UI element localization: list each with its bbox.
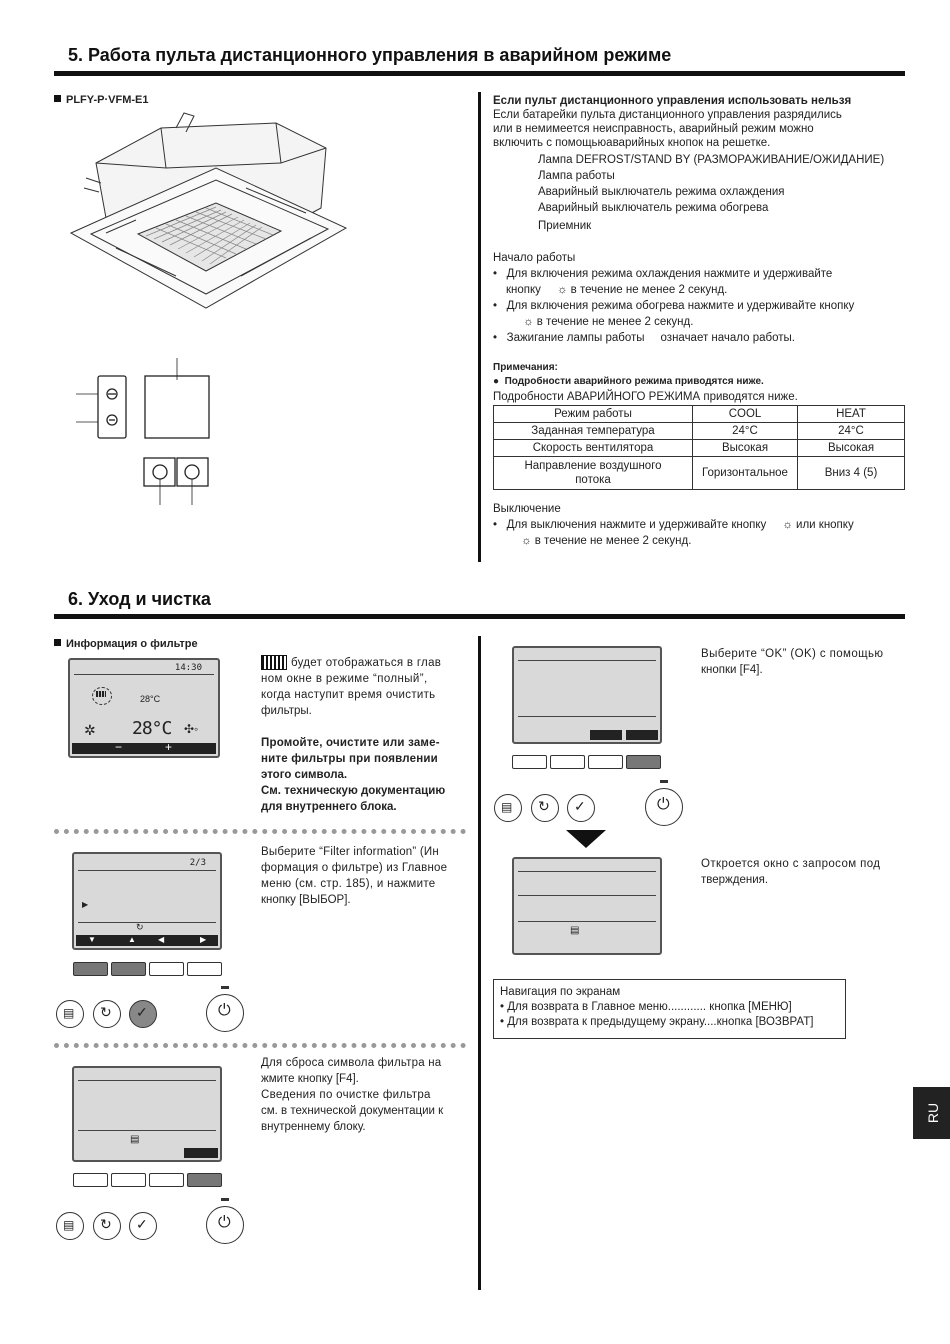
p1-bold-2: ните фильтры при появлении <box>261 753 438 765</box>
section5-rule <box>54 71 905 76</box>
fan-icon: ✣◦ <box>184 722 199 736</box>
lcd-setpoint: 28°C <box>140 694 161 704</box>
emergency-line-2: или в немимеется неисправность, аварийный режим можно <box>493 123 814 135</box>
cassette-unit-illustration <box>66 108 356 340</box>
power-lamp <box>221 986 229 989</box>
table-header-cell: COOL <box>693 406 798 423</box>
up-arrow-icon: ▲ <box>128 935 136 944</box>
f4-button[interactable] <box>187 1173 222 1187</box>
minus-key: − <box>115 740 123 754</box>
menu-button[interactable] <box>56 1000 84 1028</box>
language-tab: RU <box>913 1087 950 1139</box>
table-row <box>494 440 905 457</box>
p3-line-5: внутреннему блоку. <box>261 1121 366 1133</box>
f3-button[interactable] <box>588 755 623 769</box>
emergency-line-3: включить с помощьюаварийных кнопок на решетке. <box>493 137 771 149</box>
section6-title: 6. Уход и чистка <box>68 589 211 609</box>
plus-key: + <box>165 740 173 754</box>
dotted-separator <box>54 829 466 834</box>
table-row <box>494 423 905 440</box>
f4-button[interactable] <box>187 962 222 976</box>
select-button[interactable] <box>567 794 595 822</box>
bullet-square <box>54 95 61 102</box>
filter-icon <box>96 691 106 697</box>
sun-icon: ☼ <box>523 316 534 328</box>
sun-icon: ☼ <box>521 535 532 547</box>
bullet-square <box>54 639 61 646</box>
power-button[interactable] <box>645 788 683 826</box>
return-icon: ↻ <box>136 922 144 932</box>
p4-line-1: Выберите “OK” (OK) с помощью <box>701 648 884 660</box>
lcd-page-number: 2/3 <box>189 858 206 868</box>
f2-button[interactable] <box>111 962 146 976</box>
section6-divider <box>478 636 481 1290</box>
lcd-time: 14:30 <box>174 663 202 673</box>
lcd-menu-screen <box>72 852 222 950</box>
menu-button[interactable] <box>494 794 522 822</box>
menu-button[interactable] <box>56 1212 84 1240</box>
menu-icon: ▤ <box>501 800 513 814</box>
p3-line-2: жмите кнопку [F4]. <box>261 1073 359 1085</box>
right-arrow-icon: ▶ <box>200 935 207 944</box>
power-lamp <box>660 780 668 783</box>
sun-icon: ☼ <box>556 284 568 296</box>
lcd-f3-key <box>590 730 622 740</box>
p1-bold-4: См. техническую документацию <box>261 785 446 797</box>
section5-title: 5. Работа пульта дистанционного управления в аварийном режиме <box>68 45 672 65</box>
power-button[interactable] <box>206 1206 244 1244</box>
menu-icon: ▤ <box>63 1006 75 1020</box>
legend-item: Приемник <box>538 220 592 232</box>
power-icon: ⏻ <box>218 1214 231 1231</box>
dotted-separator <box>54 1043 466 1048</box>
emergency-mode-table <box>493 405 905 490</box>
p3-line-3: Сведения по очистке фильтра <box>261 1089 431 1101</box>
p2-line-4: кнопку [ВЫБОР]. <box>261 894 351 906</box>
table-row <box>494 406 905 423</box>
model-label: PLFY-P·VFM-E1 <box>54 93 149 108</box>
check-icon: ✓ <box>136 1216 148 1232</box>
lcd-main-screen <box>68 658 220 758</box>
power-button[interactable] <box>206 994 244 1032</box>
lcd-room-temp: 28°C <box>132 718 172 739</box>
lcd-confirm-screen <box>512 857 662 955</box>
section6-rule <box>54 614 905 619</box>
table-cell: Горизонтальное <box>693 457 798 490</box>
return-icon: ↻ <box>100 1004 112 1020</box>
table-cell: 24°C <box>693 423 798 440</box>
lcd-function-bar <box>72 740 216 754</box>
table-cell: 24°C <box>798 423 905 440</box>
start-bullet-2: • Для включения режима обогрева нажмите и удерживайте кнопку <box>493 300 855 312</box>
section5-divider <box>478 92 481 562</box>
table-header-cell: Режим работы <box>494 406 693 423</box>
stop-bullet: • Для выключения нажмите и удерживайте кнопку ☼ или кнопку <box>493 519 854 531</box>
legend-item: Аварийный выключатель режима охлаждения <box>538 186 785 198</box>
down-arrow-icon: ▼ <box>88 935 96 944</box>
p2-line-1: Выберите “Filter information” (Ин <box>261 846 439 858</box>
emergency-line-1: Если батарейки пульта дистанционного управления разрядились <box>493 109 842 121</box>
power-lamp <box>221 1198 229 1201</box>
p1-line-3: когда наступит время очистить <box>261 689 436 701</box>
menu-icon: ▤ <box>130 1134 140 1145</box>
f2-button[interactable] <box>550 755 585 769</box>
power-icon: ⏻ <box>657 796 670 813</box>
table-header-cell: HEAT <box>798 406 905 423</box>
notes-bullet: ● Подробности аварийного режима приводятся ниже. <box>493 376 764 387</box>
lcd-filter-screen <box>72 1066 222 1162</box>
return-button[interactable] <box>93 1000 121 1028</box>
start-bullet-1: • Для включения режима охлаждения нажмите и удерживайте <box>493 268 833 280</box>
p1-line-2: ном окне в режиме “полный”, <box>261 673 428 685</box>
p1-bold-3: этого символа. <box>261 769 348 781</box>
f1-button[interactable] <box>73 962 108 976</box>
cursor-arrow-icon: ▶ <box>82 900 89 909</box>
nav-heading: Навигация по экранам <box>500 986 621 998</box>
lcd-f4-key <box>626 730 658 740</box>
filter-grid-icon <box>261 655 287 670</box>
f3-button[interactable] <box>149 962 184 976</box>
lcd-function-bar <box>76 935 218 946</box>
legend-item: Аварийный выключатель режима обогрева <box>538 202 769 214</box>
p2-line-3: меню (см. стр. 185), и нажмите <box>261 878 436 890</box>
table-cell: Скорость вентилятора <box>494 440 693 457</box>
table-cell: Вниз 4 (5) <box>798 457 905 490</box>
sun-icon: ☼ <box>782 519 793 531</box>
p1-bold-5: для внутреннего блока. <box>261 801 397 813</box>
p2-line-2: формация о фильтре) из Главное <box>261 862 448 874</box>
left-arrow-icon: ◀ <box>158 935 165 944</box>
check-icon: ✓ <box>136 1004 148 1020</box>
notes-heading: Примечания: <box>493 362 558 373</box>
p5-line-2: тверждения. <box>701 874 769 886</box>
emergency-heading: Если пульт дистанционного управления использовать нельзя <box>493 95 852 107</box>
navigation-box <box>493 979 846 1039</box>
f4-button[interactable] <box>626 755 661 769</box>
p3-line-1: Для сброса символа фильтра на <box>261 1057 442 1069</box>
return-button[interactable] <box>531 794 559 822</box>
check-icon: ✓ <box>574 798 586 814</box>
select-button[interactable] <box>129 1000 157 1028</box>
nav-line-1: • Для возврата в Главное меню............ кнопка [МЕНЮ] <box>500 1001 792 1013</box>
legend-item: Лампа DEFROST/STAND BY (РАЗМОРАЖИВАНИЕ/ОЖИДАНИЕ) <box>538 154 885 166</box>
p4-line-2: кнопки [F4]. <box>701 664 763 676</box>
return-icon: ↻ <box>538 798 550 814</box>
table-cell: Высокая <box>798 440 905 457</box>
p1-line-1: будет отображаться в глав <box>291 657 442 669</box>
notes-paragraph: Подробности АВАРИЙНОГО РЕЖИМА приводятся ниже. <box>493 391 798 403</box>
sun-icon: ✲ <box>84 722 96 738</box>
table-cell: Направление воздушного потока <box>494 457 693 490</box>
power-icon: ⏻ <box>218 1002 231 1019</box>
f1-button[interactable] <box>512 755 547 769</box>
p1-line-4: фильтры. <box>261 705 312 717</box>
nav-line-2: • Для возврата к предыдущему экрану....кнопка [ВОЗВРАТ] <box>500 1016 814 1028</box>
f2-button[interactable] <box>111 1173 146 1187</box>
return-button[interactable] <box>93 1212 121 1240</box>
lcd-f4-key <box>184 1148 218 1158</box>
f1-button[interactable] <box>73 1173 108 1187</box>
legend-item: Лампа работы <box>538 170 615 182</box>
p3-line-4: см. в технической документации к <box>261 1105 444 1117</box>
select-button[interactable] <box>129 1212 157 1240</box>
p1-bold-1: Промойте, очистите или заме- <box>261 737 440 749</box>
p5-line-1: Откроется окно с запросом под <box>701 858 881 870</box>
start-bullet-1-cont: кнопку ☼ в течение не менее 2 секунд. <box>506 284 728 296</box>
table-cell: Заданная температура <box>494 423 693 440</box>
emergency-buttons-figure <box>76 358 226 508</box>
table-cell: Высокая <box>693 440 798 457</box>
menu-icon: ▤ <box>63 1218 75 1232</box>
lcd-ok-screen <box>512 646 662 744</box>
filter-heading: Информация о фильтре <box>54 637 198 652</box>
f3-button[interactable] <box>149 1173 184 1187</box>
down-arrow-icon <box>566 830 606 848</box>
start-bullet-3: • Зажигание лампы работы означает начало работы. <box>493 332 795 344</box>
menu-icon: ▤ <box>570 925 580 936</box>
stop-bullet-cont: ☼ в течение не менее 2 секунд. <box>521 535 692 547</box>
table-row <box>494 457 905 490</box>
return-icon: ↻ <box>100 1216 112 1232</box>
stop-heading: Выключение <box>493 503 561 515</box>
start-bullet-2-cont: ☼ в течение не менее 2 секунд. <box>523 316 694 328</box>
start-heading: Начало работы <box>493 252 576 264</box>
